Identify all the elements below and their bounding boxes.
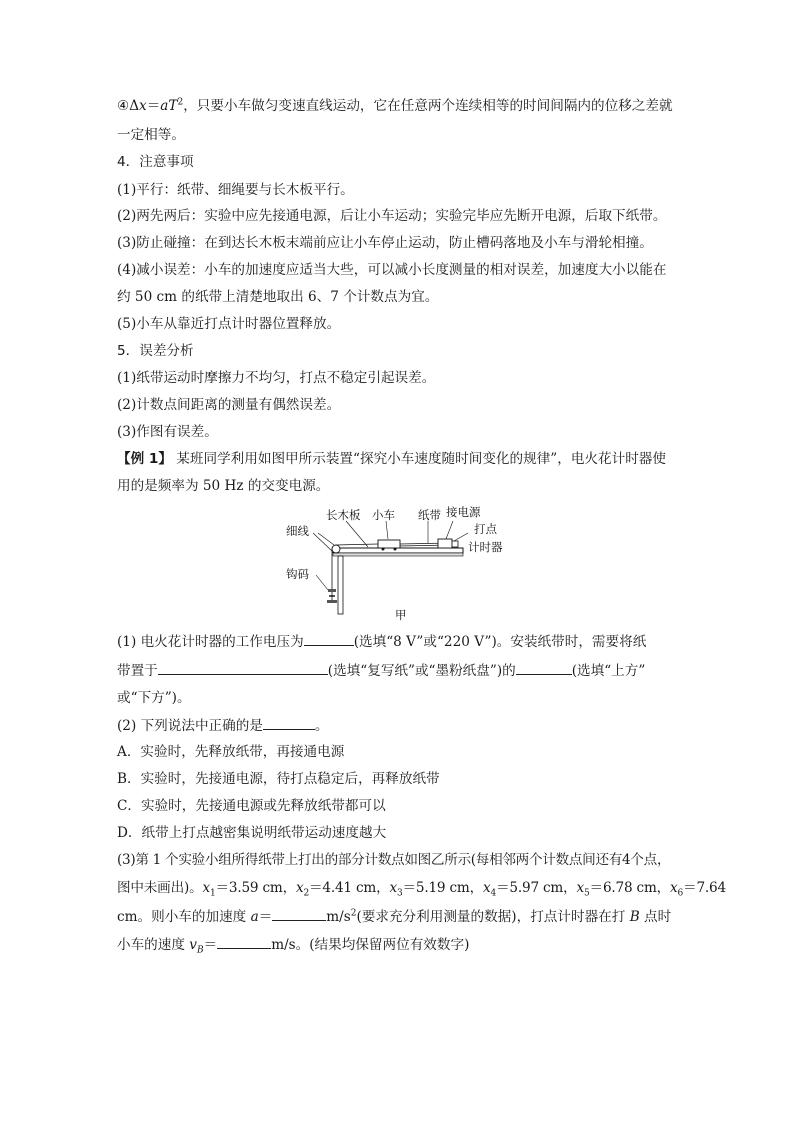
apparatus-figure	[278, 505, 518, 623]
q3-line-3: cm。则小车的加速度 $a= m/s^2$(要求充分利用测量的数据)，打点计时器在打 B 点时	[117, 906, 671, 927]
answer-blank[interactable]	[304, 631, 354, 646]
answer-blank[interactable]	[516, 660, 572, 675]
board-edge	[333, 553, 463, 556]
example-tag: 【例 1】	[117, 451, 172, 467]
note-item-1: (1)平行：纸带、细绳要与长木板平行。	[117, 182, 354, 198]
formula-line-4: $④\Delta x=aT^2$，只要小车做匀变速直线运动，它在任意两个连续相等的时间间隔内的位移之差就	[117, 97, 673, 114]
formula-line-4-cont: 一定相等。	[117, 127, 185, 143]
note-item-3: (3)防止碰撞：在到达长木板末端前应让小车停止运动，防止槽码落地及小车与滑轮相撞。	[117, 235, 653, 251]
example-1-line-2: 用的是频率为 50 Hz 的交变电源。	[117, 478, 330, 494]
q1-line-3: 或“下方”)。	[117, 690, 191, 706]
pulley-icon	[332, 545, 340, 553]
spark-timer	[438, 539, 452, 548]
note-item-4-cont: 约 50 cm 的纸带上清楚地取出 6、7 个计数点为宜。	[117, 289, 439, 305]
q2-option-c: C．实验时，先接通电源或先释放纸带都可以	[117, 798, 386, 814]
q3-line-2: 图中未画出)。$x_1=3.59$ cm，$x_2=4.41$ cm，$x_3=5.19$ cm，$x_4=5.97$ cm，$x_5=6.78$ cm，$x_6=7.64$	[117, 880, 726, 899]
q3-line-4: 小车的速度 $v_B= m/s$。(结果均保留两位有效数字)	[117, 934, 469, 955]
label-timer: 计时器	[468, 540, 503, 554]
hook-weight	[328, 589, 336, 592]
answer-blank[interactable]	[272, 906, 326, 921]
error-item-1: (1)纸带运动时摩擦力不均匀，打点不稳定引起误差。	[117, 370, 436, 386]
long-board	[333, 548, 463, 553]
answer-blank[interactable]	[263, 715, 315, 730]
q1-line-2: 带置于 (选填“复写纸”或“墨粉纸盘”)的 (选填“上方”	[117, 660, 645, 681]
q2-option-a: A．实验时，先释放纸带，再接通电源	[117, 744, 345, 760]
q3-line-1: (3)第 1 个实验小组所得纸带上打出的部分计数点如图乙所示(每相邻两个计数点间还有4个点，	[117, 852, 671, 868]
note-item-4: (4)减小误差：小车的加速度应适当大些，可以减小长度测量的相对误差，加速度大小以能在	[117, 262, 667, 278]
rope	[336, 544, 378, 545]
label-power: 接电源	[446, 505, 481, 519]
q2-option-b: B．实验时，先接通电源，待打点稳定后，再释放纸带	[117, 771, 440, 787]
q2-stem: (2) 下列说法中正确的是 。	[117, 715, 329, 736]
label-cart: 小车	[372, 508, 395, 522]
cart	[378, 540, 400, 548]
error-item-2: (2)计数点间距离的测量有偶然误差。	[117, 397, 341, 413]
example-1-line-1: 【例 1】 某班同学利用如图甲所示装置“探究小车速度随时间变化的规律”，电火花计时器使	[117, 451, 666, 467]
label-board: 长木板	[326, 508, 361, 522]
label-rope: 细线	[286, 524, 309, 538]
error-item-3: (3)作图有误差。	[117, 424, 218, 440]
table-leg	[338, 556, 343, 614]
answer-blank[interactable]	[158, 660, 328, 675]
label-tape: 纸带	[418, 508, 441, 522]
answer-blank[interactable]	[217, 934, 271, 949]
section-4-title: 4．注意事项	[117, 154, 194, 170]
figure-caption: 甲	[395, 608, 407, 622]
note-item-2: (2)两先两后：实验中应先接通电源，后让小车运动；实验完毕应先断开电源，后取下纸带。	[117, 208, 667, 224]
note-item-5: (5)小车从靠近打点计时器位置释放。	[117, 316, 341, 332]
q1-line-1: (1) 电火花计时器的工作电压为 (选填“8 V”或“220 V”)。安装纸带时，需要将纸	[117, 631, 646, 652]
section-5-title: 5．误差分析	[117, 343, 194, 359]
label-dot: 打点	[474, 522, 497, 536]
label-weight: 钩码	[286, 567, 309, 581]
q2-option-d: D．纸带上打点越密集说明纸带运动速度越大	[117, 825, 387, 841]
